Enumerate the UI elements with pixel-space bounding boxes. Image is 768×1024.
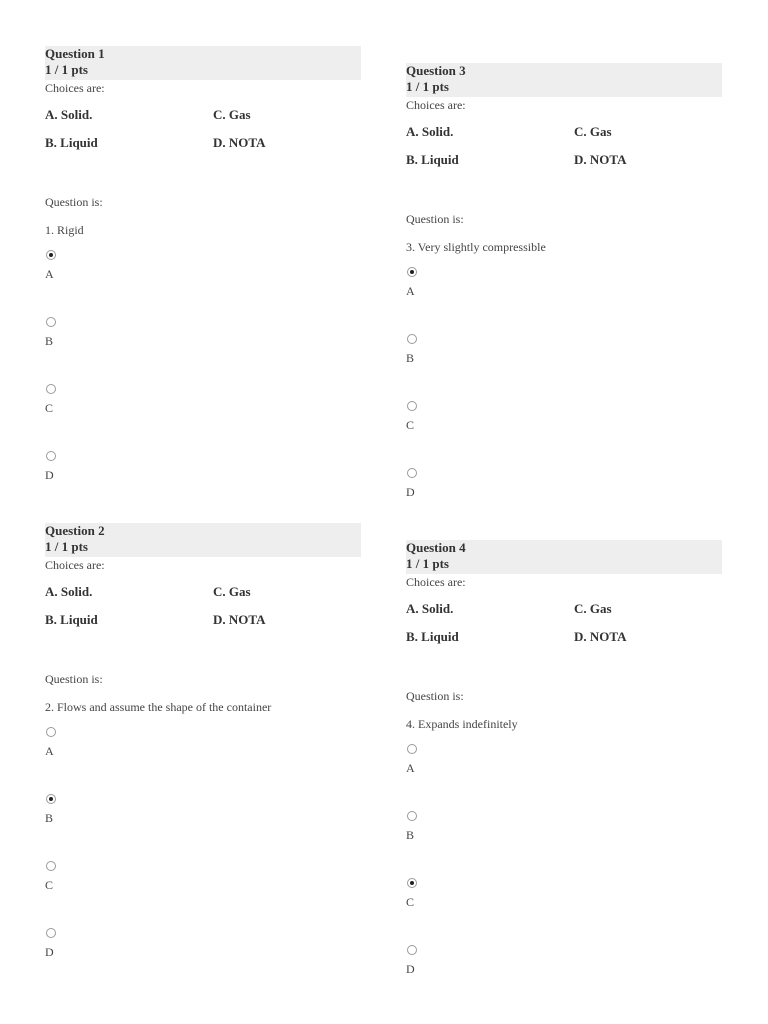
radio-button[interactable]	[46, 928, 56, 938]
option-label: B	[406, 351, 415, 365]
radio-button[interactable]	[407, 945, 417, 955]
question-is-label: Question is:	[45, 195, 103, 209]
question-header	[45, 523, 361, 557]
choices-grid	[45, 106, 361, 152]
question-2-card	[45, 523, 361, 993]
answer-options	[406, 744, 722, 1010]
answer-option-b[interactable]	[406, 334, 722, 399]
option-label: D	[45, 945, 54, 959]
answer-option-b[interactable]	[45, 317, 361, 382]
question-points: 1 / 1 pts	[406, 556, 449, 571]
answer-option-c[interactable]	[45, 861, 361, 926]
choice-a: A. Solid.	[45, 107, 93, 122]
question-3-card	[406, 63, 722, 533]
radio-button[interactable]	[46, 861, 56, 871]
answer-option-a[interactable]	[406, 744, 722, 809]
choice-b: B. Liquid	[45, 612, 98, 627]
answer-option-d[interactable]	[45, 928, 361, 993]
option-label: A	[45, 744, 54, 758]
choice-c: C. Gas	[213, 584, 251, 599]
question-points: 1 / 1 pts	[45, 539, 88, 554]
choice-c: C. Gas	[574, 601, 612, 616]
radio-button[interactable]	[407, 267, 417, 277]
option-label: C	[45, 401, 54, 415]
choice-a: A. Solid.	[406, 601, 454, 616]
option-label: A	[406, 761, 415, 775]
option-label: B	[406, 828, 415, 842]
choice-c: C. Gas	[574, 124, 612, 139]
radio-button[interactable]	[407, 878, 417, 888]
option-label: D	[406, 962, 415, 976]
question-stem: 2. Flows and assume the shape of the container	[45, 700, 272, 714]
choices-label: Choices are:	[45, 558, 105, 572]
option-label: A	[45, 267, 54, 281]
choice-d: D. NOTA	[213, 612, 266, 627]
question-is-label: Question is:	[406, 212, 464, 226]
question-title: Question 3	[406, 63, 466, 78]
radio-button[interactable]	[407, 401, 417, 411]
choice-c: C. Gas	[213, 107, 251, 122]
question-1-card	[45, 46, 361, 516]
choice-b: B. Liquid	[406, 629, 459, 644]
option-label: C	[406, 418, 415, 432]
answer-option-d[interactable]	[45, 451, 361, 516]
radio-button[interactable]	[407, 334, 417, 344]
question-stem: 1. Rigid	[45, 223, 84, 237]
option-label: C	[45, 878, 54, 892]
question-header	[406, 63, 722, 97]
choices-label: Choices are:	[406, 575, 466, 589]
question-is-label: Question is:	[406, 689, 464, 703]
radio-button[interactable]	[46, 727, 56, 737]
choice-a: A. Solid.	[45, 584, 93, 599]
choice-d: D. NOTA	[213, 135, 266, 150]
radio-button[interactable]	[46, 250, 56, 260]
answer-option-b[interactable]	[45, 794, 361, 859]
radio-button[interactable]	[46, 317, 56, 327]
radio-button[interactable]	[46, 451, 56, 461]
choice-d: D. NOTA	[574, 152, 627, 167]
option-label: A	[406, 284, 415, 298]
answer-options	[45, 250, 361, 516]
answer-option-a[interactable]	[406, 267, 722, 332]
answer-options	[406, 267, 722, 533]
radio-button[interactable]	[46, 384, 56, 394]
answer-option-d[interactable]	[406, 945, 722, 1010]
option-label: C	[406, 895, 415, 909]
option-label: D	[45, 468, 54, 482]
question-4-card	[406, 540, 722, 1010]
question-header	[45, 46, 361, 80]
answer-option-a[interactable]	[45, 727, 361, 792]
option-label: B	[45, 811, 54, 825]
option-label: D	[406, 485, 415, 499]
choice-b: B. Liquid	[45, 135, 98, 150]
question-title: Question 1	[45, 46, 105, 61]
question-stem: 3. Very slightly compressible	[406, 240, 546, 254]
radio-button[interactable]	[407, 468, 417, 478]
choice-d: D. NOTA	[574, 629, 627, 644]
question-stem: 4. Expands indefinitely	[406, 717, 518, 731]
answer-options	[45, 727, 361, 993]
answer-option-a[interactable]	[45, 250, 361, 315]
question-points: 1 / 1 pts	[406, 79, 449, 94]
choices-grid	[406, 123, 722, 169]
answer-option-b[interactable]	[406, 811, 722, 876]
choices-grid	[406, 600, 722, 646]
question-is-label: Question is:	[45, 672, 103, 686]
question-title: Question 2	[45, 523, 105, 538]
question-header	[406, 540, 722, 574]
question-title: Question 4	[406, 540, 466, 555]
answer-option-c[interactable]	[45, 384, 361, 449]
radio-button[interactable]	[407, 744, 417, 754]
choice-a: A. Solid.	[406, 124, 454, 139]
choices-grid	[45, 583, 361, 629]
choices-label: Choices are:	[406, 98, 466, 112]
radio-button[interactable]	[407, 811, 417, 821]
answer-option-c[interactable]	[406, 401, 722, 466]
answer-option-c[interactable]	[406, 878, 722, 943]
question-points: 1 / 1 pts	[45, 62, 88, 77]
option-label: B	[45, 334, 54, 348]
choice-b: B. Liquid	[406, 152, 459, 167]
answer-option-d[interactable]	[406, 468, 722, 533]
radio-button[interactable]	[46, 794, 56, 804]
choices-label: Choices are:	[45, 81, 105, 95]
